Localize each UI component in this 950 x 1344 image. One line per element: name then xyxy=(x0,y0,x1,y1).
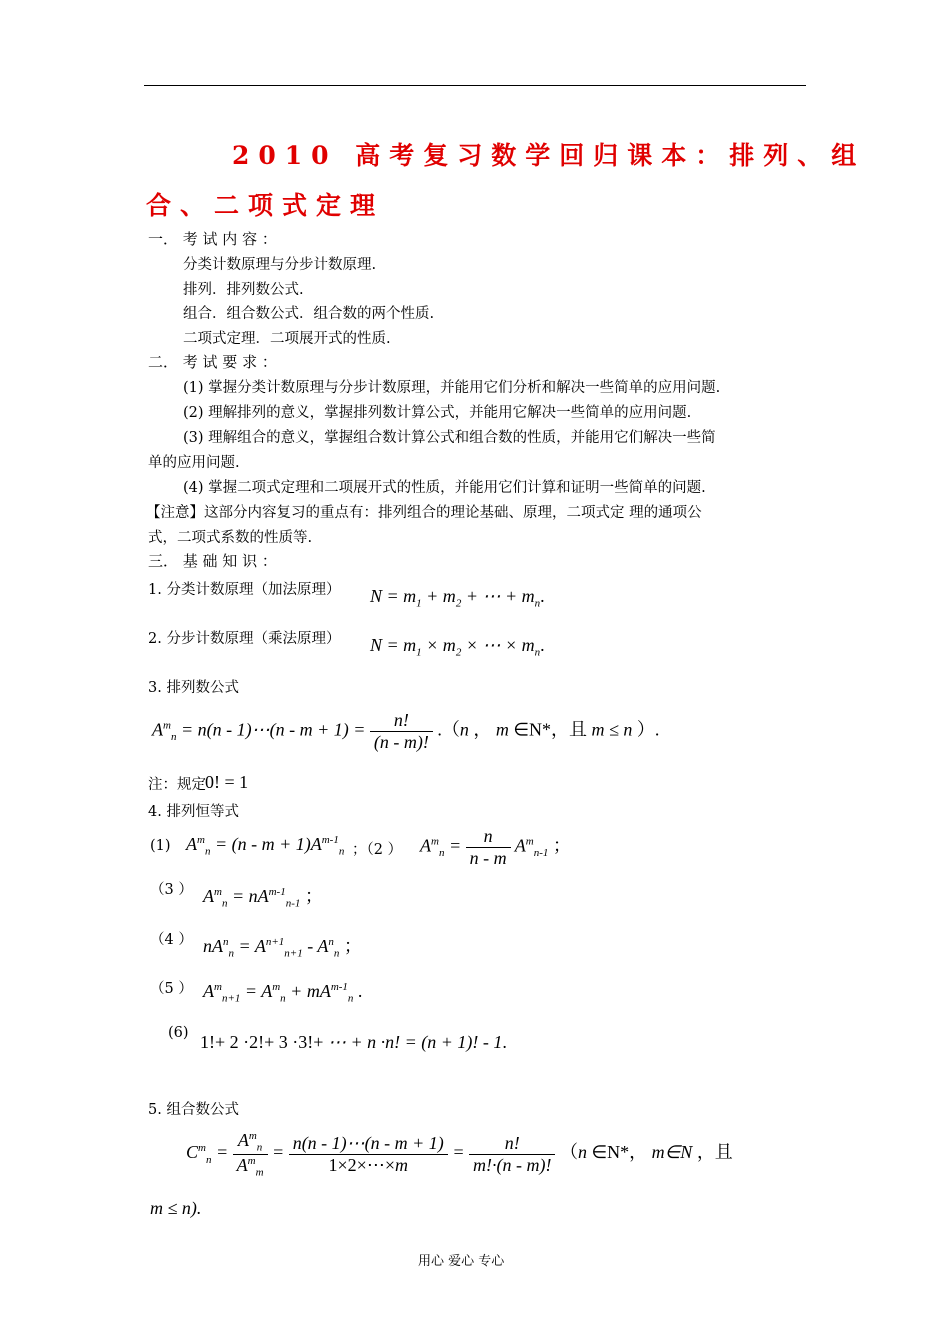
formula-combination: $C^m_n$ = $\frac{A^m_n}{A^m_m}$ = $\frac{n(n - 1)\cdots(n - m + 1)}{1\times 2\times\cdots\times m}$ = $\frac{n!}{m!\cdot(n - m)!}$ （n ∈N*， m∈N ，且 xyxy=(186,1130,733,1179)
permutation-formula-label: 3. 排列数公式 xyxy=(148,680,239,696)
requirement-1: (1) 掌握分类计数原理与分步计数原理，并能用它们分析和解决一些简单的应用问题. xyxy=(183,380,721,396)
note-line-2: 式，二项式系数的性质等. xyxy=(148,530,313,546)
title-line-2: 合、二项式定理 xyxy=(146,191,385,220)
identity-2: $A^m_n$ = $\frac{n}{n - m}$ $A^m_{n-1}$ ； xyxy=(420,826,571,868)
section-1-heading: 一． 考 试 内 容 ： xyxy=(148,230,277,248)
identity-4-label: （4 ） xyxy=(150,932,193,948)
section-3-heading: 三． 基 础 知 识 ： xyxy=(148,552,277,570)
section-1-item: 分类计数原理与分步计数原理. xyxy=(183,257,377,273)
section-1-item: 组合．组合数公式．组合数的两个性质. xyxy=(183,306,435,322)
identity-4: $nA^n_n = A^{n+1}_{n+1} - A^n_n$ ； xyxy=(203,936,362,960)
identity-6: 1!+ 2 ·2!+ 3 ·3!+ ⋯ + n ·n! = (n + 1)! - 1. xyxy=(200,1032,507,1052)
identity-1: $A^m_n = (n - m + 1)A^{m-1}_n$ xyxy=(186,834,345,858)
combination-condition: m ≤ n). xyxy=(150,1198,202,1218)
identity-5: $A^m_{n+1} = A^m_n + mA^{m-1}_n$ . xyxy=(203,981,363,1005)
formula-addition: $N = m_1 + m_2$ + ⋯ + $m_n$. xyxy=(370,586,545,610)
permutation-identities-label: 4. 排列恒等式 xyxy=(148,804,239,820)
identity-5-label: （5 ） xyxy=(150,981,193,997)
principle-1-label: 1. 分类计数原理（加法原理） xyxy=(148,582,341,598)
section-2-heading: 二． 考 试 要 求 ： xyxy=(148,353,277,371)
title-line-1: 2010 高考复习数学回归课本：排列、组 xyxy=(232,141,866,170)
note-label: 注：规定 xyxy=(148,777,206,793)
identity-6-label: (6) xyxy=(168,1025,189,1041)
requirement-4: (4) 掌握二项式定理和二项展开式的性质，并能用它们计算和证明一些简单的问题. xyxy=(183,480,706,496)
identity-3: $A^m_n = nA^{m-1}_{n-1}$ ； xyxy=(203,886,323,910)
note-formula: 0! = 1 xyxy=(205,772,249,792)
principle-2-label: 2. 分步计数原理（乘法原理） xyxy=(148,631,341,647)
requirement-3-cont: 单的应用问题. xyxy=(148,455,240,471)
note-line-1: 【注意】这部分内容复习的重点有：排列组合的理论基础、原理，二项式定 理的通项公 xyxy=(146,505,702,521)
page-footer: 用心 爱心 专心 xyxy=(418,1254,505,1269)
section-1-item: 排列．排列数公式. xyxy=(183,282,304,298)
identity-2-label: ；（2 ） xyxy=(352,842,403,858)
formula-multiplication: $N = m_1 \times m_2$ × ⋯ × $m_n$. xyxy=(370,635,545,659)
requirement-3: (3) 理解组合的意义，掌握组合数计算公式和组合数的性质，并能用它们解决一些简 xyxy=(183,430,716,446)
header-rule xyxy=(144,85,806,86)
requirement-2: (2) 理解排列的意义，掌握排列数计算公式，并能用它解决一些简单的应用问题. xyxy=(183,405,692,421)
section-1-item: 二项式定理．二项展开式的性质. xyxy=(183,331,391,347)
combination-formula-label: 5. 组合数公式 xyxy=(148,1102,239,1118)
identity-3-label: （3 ） xyxy=(150,882,193,898)
formula-permutation: $A^m_n = n(n$ - 1)⋯(n - m + 1) = $\frac{n!}{(n - m)!}$ .（n ， m ∈N*，且 m ≤ n ）. xyxy=(152,710,660,752)
identity-1-label: (1) xyxy=(150,838,171,854)
